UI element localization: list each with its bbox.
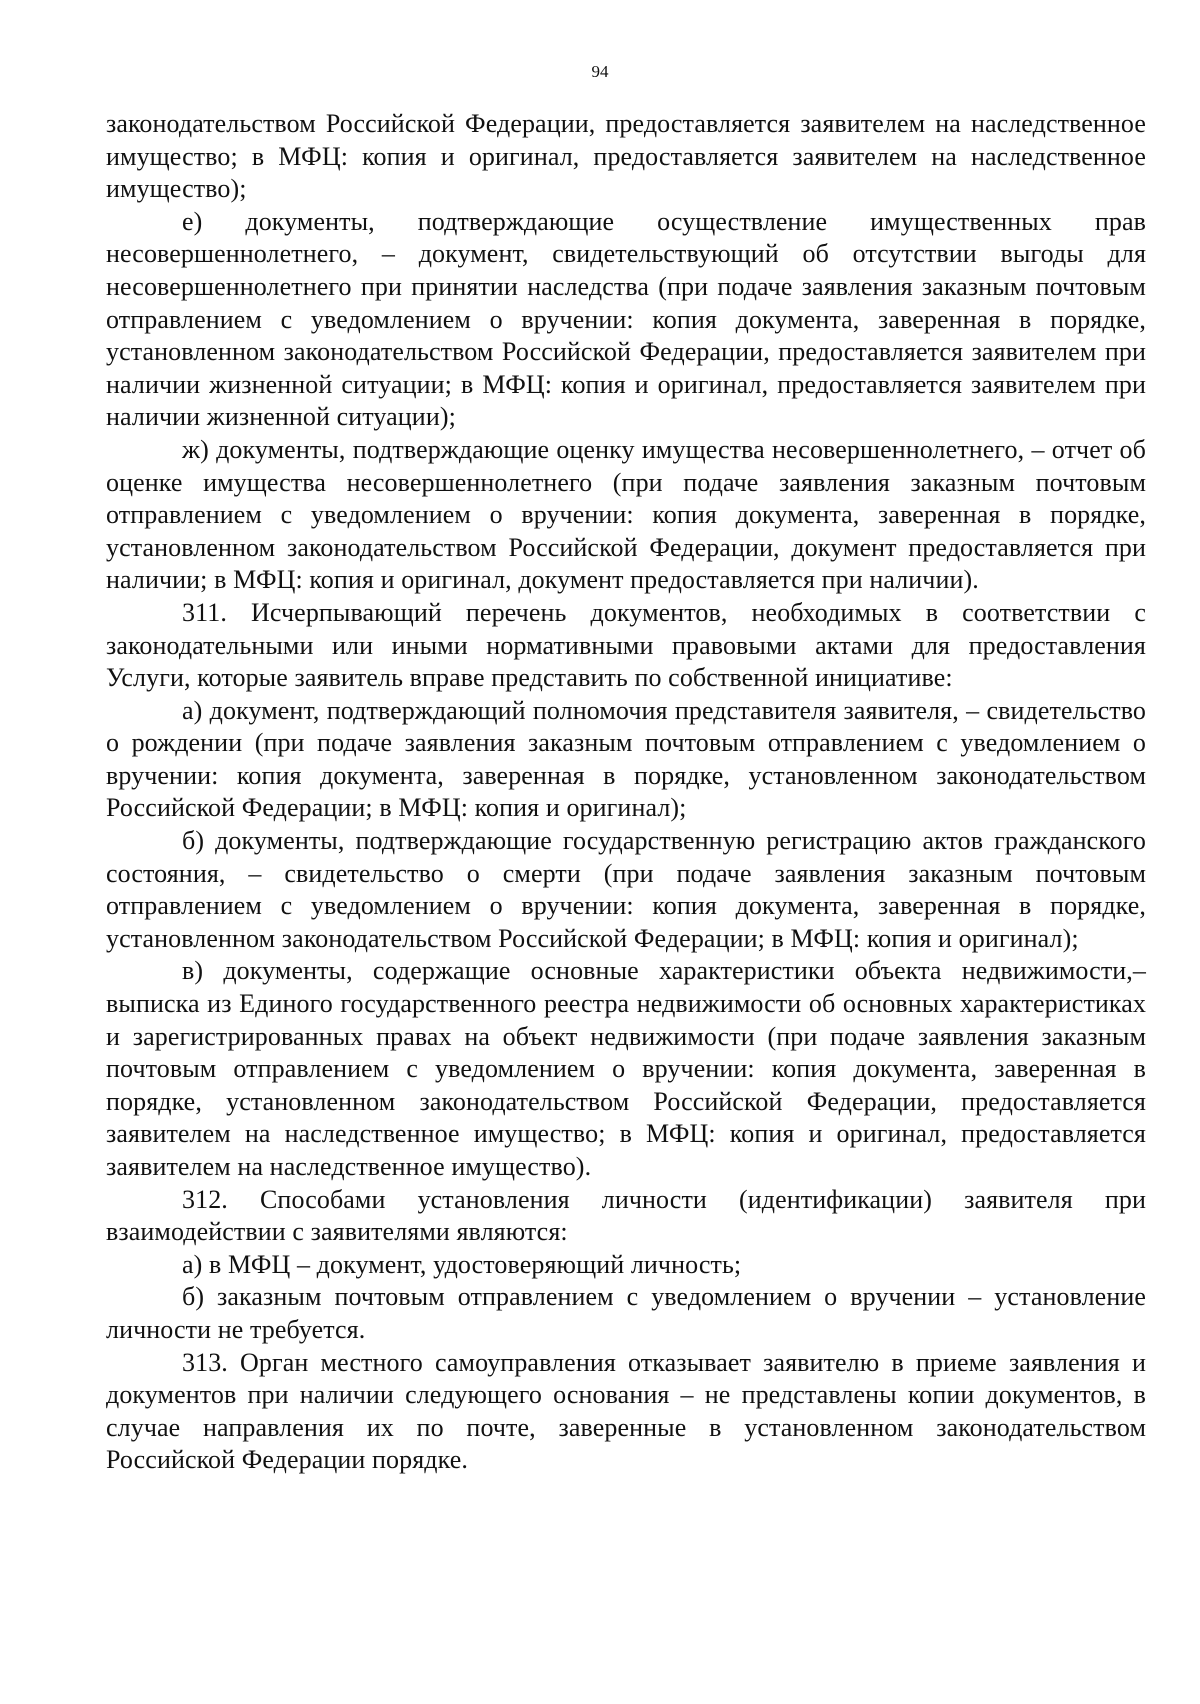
page-number: 94 — [591, 62, 609, 81]
paragraph-311: 311. Исчерпывающий перечень документов, необходимых в соответствии с законодательными или иными нормативными правовыми актами для предоставления Услуги, которые заявитель вправе представить по собственной инициативе: — [106, 597, 1146, 693]
paragraph-312-item-a: а) в МФЦ – документ, удостоверяющий личность; — [182, 1249, 742, 1279]
paragraph-312-item-b: б) заказным почтовым отправлением с уведомлением о вручении – установление личности не требуется. — [106, 1282, 1146, 1344]
paragraph-311-item-a: а) документ, подтверждающий полномочия представителя заявителя, – свидетельство о рождении (при подаче заявления заказным почтовым отправлением с уведомлением о вручении: копия документа, заверенная в порядке, установленном законодательством Российской Федерации; в МФЦ: копия и оригинал); — [106, 695, 1146, 823]
paragraph-item-e: е) документы, подтверждающие осуществление имущественных прав несовершеннолетнего, – документ, свидетельствующий об отсутствии выгоды для несовершеннолетнего при принятии наследства (при подаче заявления заказным почтовым отправлением с уведомлением о вручении: копия документа, заверенная в порядке, установленном законодательством Российской Федерации, предоставляется заявителем при наличии жизненной ситуации; в МФЦ: копия и оригинал, предоставляется заявителем при наличии жизненной ситуации); — [106, 206, 1146, 432]
paragraph-item-zh: ж) документы, подтверждающие оценку имущества несовершеннолетнего, – отчет об оценке имущества несовершеннолетнего (при подаче заявления заказным почтовым отправлением с уведомлением о вручении: копия документа, заверенная в порядке, установленном законодательством Российской Федерации, документ предоставляется при наличии; в МФЦ: копия и оригинал, документ предоставляется при наличии). — [106, 434, 1146, 595]
paragraph-continuation: законодательством Российской Федерации, предоставляется заявителем на наследственное имущество; в МФЦ: копия и оригинал, предоставляется заявителем на наследственное имущество); — [106, 109, 1146, 204]
paragraph-313: 313. Орган местного самоуправления отказывает заявителю в приеме заявления и документов при наличии следующего основания – не представлены копии документов, в случае направления их по почте, заверенные в установленном законодательством Российской Федерации порядке. — [106, 1347, 1146, 1475]
paragraph-311-item-b: б) документы, подтверждающие государственную регистрацию актов гражданского состояния, – свидетельство о смерти (при подаче заявления заказным почтовым отправлением с уведомлением о вручении: копия документа, заверенная в порядке, установленном законодательством Российской Федерации; в МФЦ: копия и оригинал); — [106, 826, 1146, 953]
paragraph-311-item-v: в) документы, содержащие основные характеристики объекта недвижимости,– выписка из Единого государственного реестра недвижимости об основных характеристиках и зарегистрированных правах на объект недвижимости (при подаче заявления заказным почтовым отправлением с уведомлением о вручении: копия документа, заверенная в порядке, установленном законодательством Российской Федерации, предоставляется заявителем на наследственное имущество; в МФЦ: копия и оригинал, предоставляется заявителем на наследственное имущество). — [106, 956, 1146, 1181]
paragraph-312: 312. Способами установления личности (идентификации) заявителя при взаимодействии с заявителями являются: — [106, 1184, 1146, 1247]
document-body — [106, 108, 1146, 1477]
